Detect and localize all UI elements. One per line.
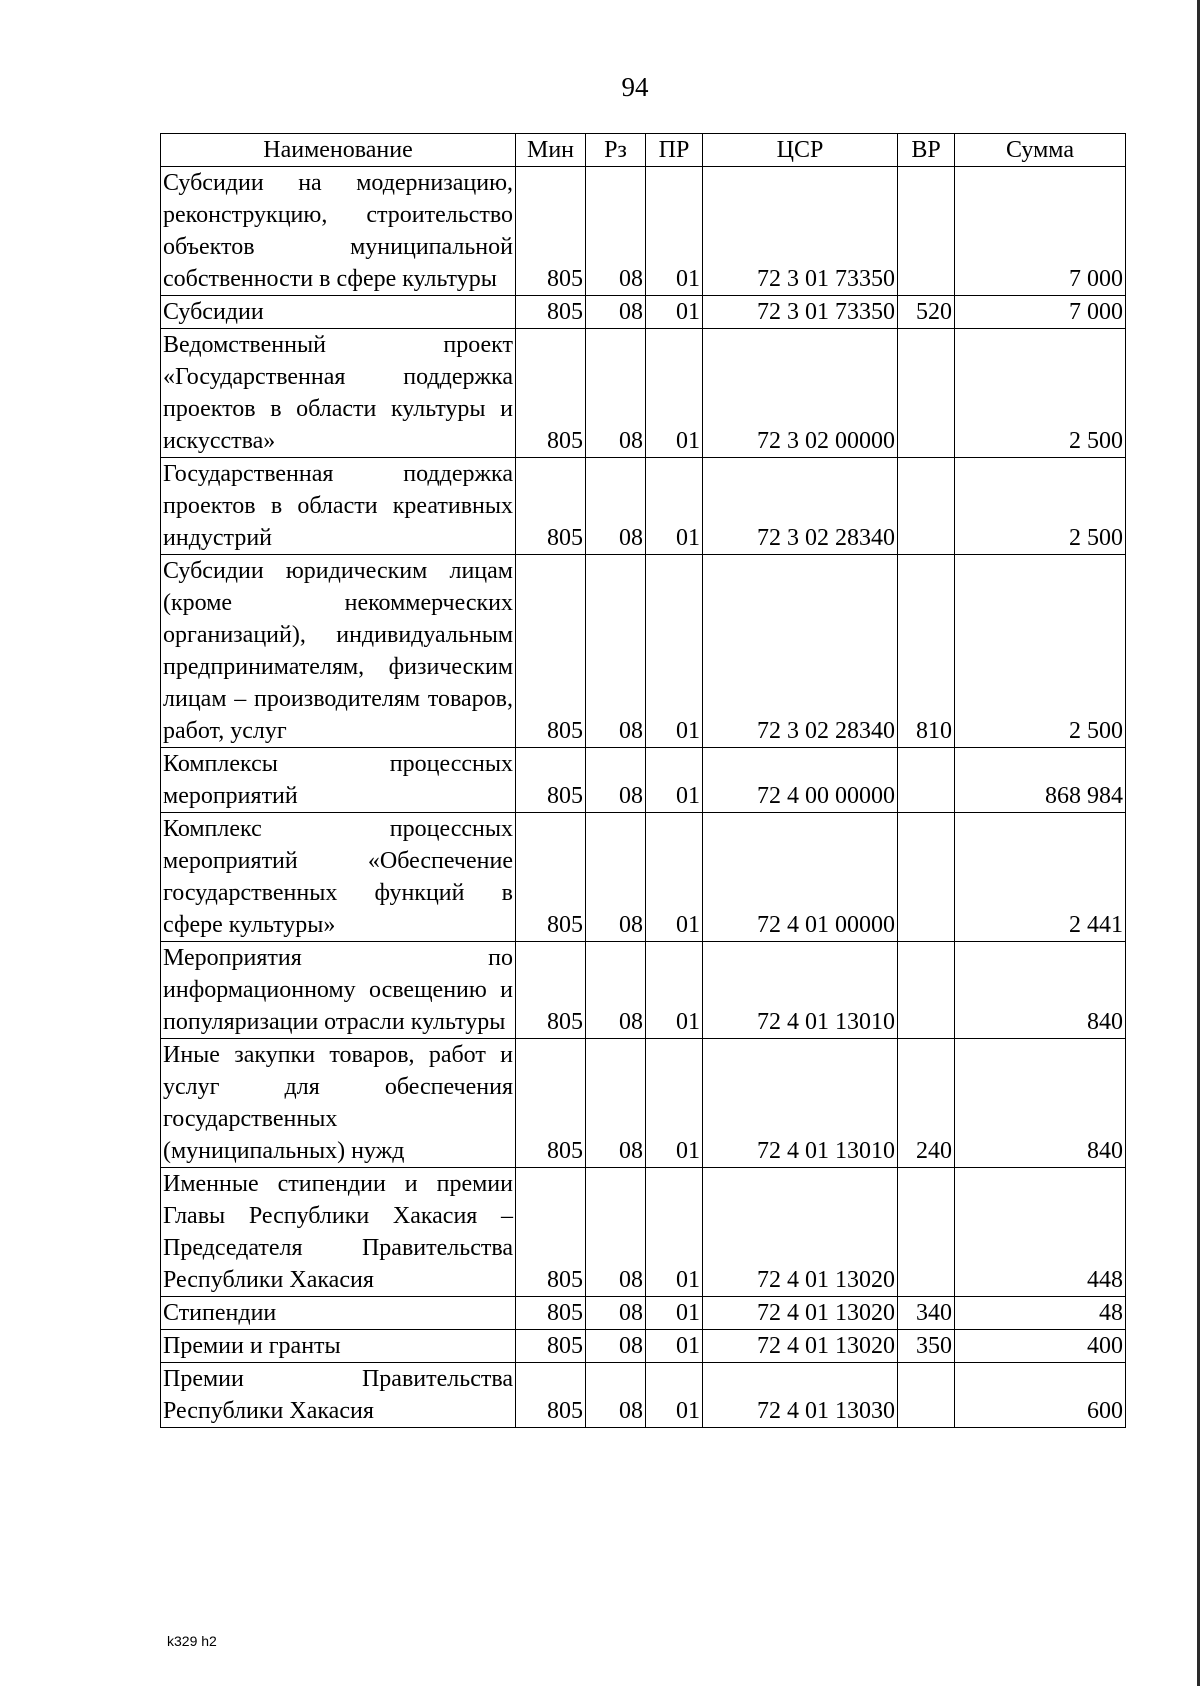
cell-rz: 08 [586,296,646,329]
header-csr: ЦСР [703,134,898,167]
table-row [161,167,1126,296]
cell-rz: 08 [586,748,646,813]
cell-name: Государственная поддержка проектов в области креативных индустрий [161,458,516,555]
cell-name: Премии и гранты [161,1330,516,1363]
cell-name: Мероприятия по информационному освещению и популяризации отрасли культуры [161,942,516,1039]
cell-name: Премии Правительства Республики Хакасия [161,1363,516,1428]
cell-csr: 72 4 01 13020 [703,1330,898,1363]
cell-min: 805 [516,329,586,458]
budget-table [160,133,1126,1428]
table-row [161,296,1126,329]
header-rz: Рз [586,134,646,167]
cell-rz: 08 [586,1330,646,1363]
cell-min: 805 [516,1039,586,1168]
cell-vr [898,813,955,942]
cell-rz: 08 [586,167,646,296]
cell-rz: 08 [586,942,646,1039]
table-row [161,1330,1126,1363]
cell-sum: 48 [955,1297,1126,1330]
cell-csr: 72 4 01 13010 [703,1039,898,1168]
cell-pr: 01 [646,748,703,813]
cell-min: 805 [516,296,586,329]
cell-pr: 01 [646,296,703,329]
cell-sum: 7 000 [955,167,1126,296]
cell-pr: 01 [646,1039,703,1168]
cell-sum: 7 000 [955,296,1126,329]
cell-vr [898,329,955,458]
cell-vr [898,458,955,555]
cell-sum: 448 [955,1168,1126,1297]
cell-pr: 01 [646,329,703,458]
cell-vr: 520 [898,296,955,329]
cell-name: Стипендии [161,1297,516,1330]
table-row [161,813,1126,942]
cell-csr: 72 3 02 00000 [703,329,898,458]
cell-rz: 08 [586,329,646,458]
cell-vr: 810 [898,555,955,748]
cell-sum: 840 [955,1039,1126,1168]
table-row [161,748,1126,813]
cell-csr: 72 4 01 00000 [703,813,898,942]
header-row [161,134,1126,167]
cell-name: Субсидии на модернизацию, реконструкцию, строительство объектов муниципальной собственности в сфере культуры [161,167,516,296]
table-row [161,942,1126,1039]
cell-vr [898,748,955,813]
cell-vr: 340 [898,1297,955,1330]
cell-csr: 72 3 01 73350 [703,167,898,296]
cell-sum: 2 500 [955,329,1126,458]
cell-vr [898,1168,955,1297]
footer-code: k329 h2 [167,1633,217,1649]
cell-vr: 350 [898,1330,955,1363]
cell-csr: 72 4 01 13020 [703,1168,898,1297]
table-header [161,134,1126,167]
cell-vr: 240 [898,1039,955,1168]
cell-name: Субсидии юридическим лицам (кроме некоммерческих организаций), индивидуальным предпринимателям, физическим лицам – производителям товаров, работ, услуг [161,555,516,748]
cell-name: Иные закупки товаров, работ и услуг для обеспечения государственных (муниципальных) нужд [161,1039,516,1168]
cell-vr [898,1363,955,1428]
cell-csr: 72 4 01 13030 [703,1363,898,1428]
cell-rz: 08 [586,555,646,748]
cell-pr: 01 [646,555,703,748]
cell-sum: 2 500 [955,458,1126,555]
cell-min: 805 [516,1297,586,1330]
cell-min: 805 [516,813,586,942]
cell-sum: 2 500 [955,555,1126,748]
cell-csr: 72 4 01 13010 [703,942,898,1039]
cell-csr: 72 4 00 00000 [703,748,898,813]
header-name: Наименование [161,134,516,167]
table-body [161,167,1126,1428]
cell-rz: 08 [586,1363,646,1428]
cell-min: 805 [516,1168,586,1297]
table-row [161,555,1126,748]
cell-min: 805 [516,748,586,813]
cell-sum: 400 [955,1330,1126,1363]
cell-rz: 08 [586,458,646,555]
cell-pr: 01 [646,167,703,296]
cell-sum: 868 984 [955,748,1126,813]
header-sum: Сумма [955,134,1126,167]
table-row [161,329,1126,458]
cell-min: 805 [516,942,586,1039]
cell-vr [898,167,955,296]
page-number: 94 [621,72,649,102]
cell-csr: 72 3 01 73350 [703,296,898,329]
cell-pr: 01 [646,1363,703,1428]
cell-sum: 2 441 [955,813,1126,942]
table-row [161,458,1126,555]
cell-vr [898,942,955,1039]
cell-min: 805 [516,1363,586,1428]
cell-csr: 72 4 01 13020 [703,1297,898,1330]
cell-name: Именные стипендии и премии Главы Республики Хакасия – Председателя Правительства Республики Хакасия [161,1168,516,1297]
cell-min: 805 [516,555,586,748]
cell-rz: 08 [586,1297,646,1330]
cell-min: 805 [516,167,586,296]
cell-min: 805 [516,1330,586,1363]
cell-pr: 01 [646,1297,703,1330]
cell-sum: 840 [955,942,1126,1039]
cell-name: Субсидии [161,296,516,329]
cell-pr: 01 [646,1330,703,1363]
cell-rz: 08 [586,1039,646,1168]
table-row [161,1168,1126,1297]
cell-pr: 01 [646,1168,703,1297]
cell-pr: 01 [646,813,703,942]
cell-pr: 01 [646,458,703,555]
header-pr: ПР [646,134,703,167]
header-vr: ВР [898,134,955,167]
table-row [161,1297,1126,1330]
table-row [161,1039,1126,1168]
cell-sum: 600 [955,1363,1126,1428]
cell-min: 805 [516,458,586,555]
cell-csr: 72 3 02 28340 [703,458,898,555]
cell-name: Комплекс процессных мероприятий «Обеспечение государственных функций в сфере культуры» [161,813,516,942]
cell-pr: 01 [646,942,703,1039]
cell-rz: 08 [586,813,646,942]
cell-name: Комплексы процессных мероприятий [161,748,516,813]
table-row [161,1363,1126,1428]
cell-name: Ведомственный проект «Государственная поддержка проектов в области культуры и искусства» [161,329,516,458]
header-min: Мин [516,134,586,167]
cell-csr: 72 3 02 28340 [703,555,898,748]
cell-rz: 08 [586,1168,646,1297]
